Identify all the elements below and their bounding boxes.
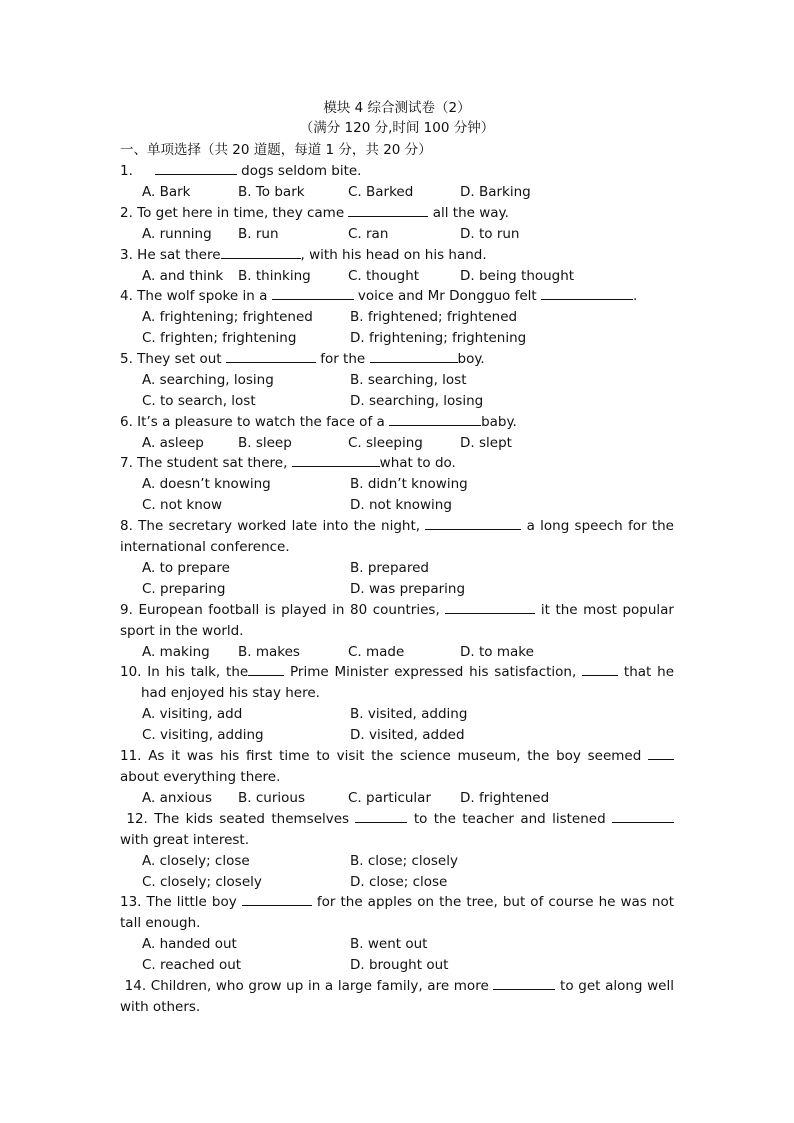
question-number: 11.: [120, 747, 142, 764]
question-stem: [120, 746, 674, 788]
question-number: 1.: [120, 163, 133, 179]
question-text: They set out: [132, 350, 226, 367]
answer-option[interactable]: B. visited, adding: [350, 706, 468, 723]
question-item: [120, 746, 674, 809]
question-number: 13.: [120, 894, 142, 911]
answer-option[interactable]: C. made: [348, 643, 405, 660]
question-text: all the way.: [428, 204, 509, 221]
options-row: [120, 495, 674, 516]
question-stem: [120, 412, 674, 433]
answer-blank: [648, 746, 674, 760]
question-stem: [120, 600, 674, 642]
question-number: 4.: [120, 288, 133, 305]
question-text: to the teacher and listened: [407, 810, 613, 827]
answer-option[interactable]: A. asleep: [142, 434, 204, 451]
answer-option[interactable]: B. searching, lost: [350, 371, 467, 388]
question-stem: [120, 892, 674, 934]
answer-option[interactable]: D. was preparing: [350, 580, 466, 597]
options-row: [120, 725, 674, 746]
question-item: [120, 662, 674, 746]
answer-option[interactable]: A. doesn’t knowing: [142, 476, 271, 493]
answer-option[interactable]: C. closely; closely: [142, 873, 262, 890]
question-text: baby.: [481, 413, 517, 430]
question-text: In his talk, the: [141, 664, 249, 681]
answer-blank: [221, 245, 301, 259]
answer-option[interactable]: C. reached out: [142, 957, 242, 974]
question-number: 5.: [120, 350, 133, 367]
question-item: [120, 809, 674, 893]
answer-option[interactable]: C. sleeping: [348, 434, 423, 451]
options-row: [120, 642, 674, 663]
question-item: [120, 516, 674, 600]
question-text: Children, who grow up in a large family, are more: [146, 977, 494, 994]
question-text: It’s a pleasure to watch the face of a: [132, 413, 390, 430]
answer-blank: [155, 161, 237, 175]
question-text: that he had enjoyed his stay here.: [141, 664, 674, 702]
answer-option[interactable]: C. ran: [348, 225, 389, 242]
question-number: 8.: [120, 517, 133, 534]
question-text: voice and Mr Dongguo felt: [353, 288, 541, 305]
options-row: [120, 474, 674, 495]
options-row: [120, 558, 674, 579]
answer-option[interactable]: C. Barked: [348, 184, 414, 200]
question-stem: [120, 161, 674, 182]
answer-option[interactable]: D. slept: [460, 434, 512, 451]
answer-blank: [582, 662, 618, 676]
exam-title: 模块 4 综合测试卷（2）: [323, 100, 471, 116]
answer-option[interactable]: B. To bark: [238, 184, 305, 200]
question-text: European football is played in 80 countries,: [132, 601, 446, 618]
answer-option[interactable]: A. anxious: [142, 789, 212, 806]
answer-option[interactable]: C. to search, lost: [142, 392, 256, 409]
answer-option[interactable]: C. thought: [348, 267, 420, 284]
answer-option[interactable]: B. didn’t knowing: [350, 476, 468, 493]
answer-option[interactable]: D. frightening; frightening: [350, 330, 527, 347]
question-text: The kids seated themselves: [147, 810, 356, 827]
question-item: [120, 892, 674, 976]
options-row: [120, 704, 674, 725]
exam-page: [120, 98, 674, 1018]
answer-option[interactable]: B. frightened; frightened: [350, 309, 518, 326]
answer-option[interactable]: C. visiting, adding: [142, 727, 264, 744]
answer-blank: [370, 349, 458, 363]
options-row: [120, 224, 674, 245]
answer-option[interactable]: C. not know: [142, 497, 223, 514]
question-text: The little boy: [141, 894, 242, 911]
answer-blank: [248, 662, 284, 676]
question-text: for the: [315, 350, 370, 367]
answer-blank: [242, 892, 312, 906]
question-stem: [120, 203, 674, 224]
question-text: Prime Minister expressed his satisfaction,: [284, 664, 583, 681]
options-row: [120, 851, 674, 872]
question-stem: [120, 245, 674, 266]
answer-option[interactable]: A. and think: [142, 267, 224, 284]
question-item: [120, 161, 674, 203]
options-row: [120, 182, 674, 203]
question-number: 10.: [120, 664, 142, 681]
answer-blank: [355, 809, 407, 823]
answer-option[interactable]: D. frightened: [460, 789, 550, 806]
question-stem: [120, 516, 674, 558]
question-number: 2.: [120, 204, 133, 221]
answer-option[interactable]: A. visiting, add: [142, 706, 243, 723]
answer-blank: [348, 203, 428, 217]
answer-option[interactable]: D. to make: [460, 643, 534, 660]
answer-option[interactable]: A. closely; close: [142, 852, 250, 869]
question-number: 6.: [120, 413, 133, 430]
answer-blank: [226, 349, 316, 363]
answer-blank: [612, 809, 674, 823]
question-text: about everything there.: [120, 768, 281, 785]
section-heading: 一、单项选择（共 20 道题，每道 1 分，共 20 分）: [120, 142, 432, 158]
question-stem: [120, 662, 674, 704]
question-list: [120, 161, 674, 1018]
question-stem: [120, 349, 674, 370]
answer-option[interactable]: C. preparing: [142, 580, 226, 597]
question-text: what to do.: [379, 455, 456, 472]
question-stem: [120, 809, 674, 851]
question-stem: [120, 286, 674, 307]
question-number: 14.: [120, 977, 147, 994]
answer-option[interactable]: D. close; close: [350, 873, 448, 890]
answer-option[interactable]: A. searching, losing: [142, 371, 274, 388]
question-text: The secretary worked late into the night,: [132, 517, 426, 534]
answer-option[interactable]: B. close; closely: [350, 852, 458, 869]
options-row: [120, 934, 674, 955]
answer-option[interactable]: A. running: [142, 225, 212, 242]
question-text: dogs seldom bite.: [236, 163, 362, 179]
answer-blank: [272, 286, 354, 300]
answer-option[interactable]: B. prepared: [350, 559, 429, 576]
options-row: [120, 788, 674, 809]
question-item: [120, 203, 674, 245]
answer-option[interactable]: B. makes: [238, 643, 300, 660]
question-item: [120, 412, 674, 454]
options-row: [120, 307, 674, 328]
question-text: it the most popular sport in the world.: [120, 601, 674, 639]
options-row: [120, 579, 674, 600]
question-item: [120, 453, 674, 516]
answer-option[interactable]: D. brought out: [350, 957, 449, 974]
answer-option[interactable]: B. run: [238, 225, 279, 242]
question-text: .: [632, 288, 638, 305]
question-text: for the apples on the tree, but of course he was not tall enough.: [120, 894, 674, 932]
question-item: [120, 976, 674, 1018]
answer-option[interactable]: A. frightening; frightened: [142, 309, 313, 326]
question-text: The student sat there,: [132, 455, 292, 472]
answer-option[interactable]: D. not knowing: [350, 497, 452, 514]
question-item: [120, 349, 674, 412]
answer-option[interactable]: C. frighten; frightening: [142, 330, 297, 347]
answer-blank: [541, 286, 633, 300]
options-row: [120, 872, 674, 893]
answer-blank: [445, 600, 535, 614]
question-text: The wolf spoke in a: [132, 288, 272, 305]
question-item: [120, 600, 674, 663]
question-stem: [120, 976, 674, 1018]
exam-subtitle: （满分 120 分,时间 100 分钟）: [299, 120, 495, 136]
answer-option[interactable]: D. searching, losing: [350, 392, 484, 409]
question-text: with great interest.: [120, 831, 250, 848]
question-text: He sat there: [132, 246, 221, 263]
answer-blank: [493, 976, 555, 990]
question-text: a long speech for the international conference.: [120, 517, 674, 555]
question-text: To get here in time, they came: [132, 204, 349, 221]
answer-option[interactable]: B. curious: [238, 789, 305, 806]
question-item: [120, 245, 674, 287]
question-stem: [120, 453, 674, 474]
answer-blank: [425, 516, 521, 530]
answer-option[interactable]: C. particular: [348, 789, 431, 806]
question-number: 7.: [120, 455, 133, 472]
answer-option[interactable]: A. handed out: [142, 936, 237, 953]
question-text: to get along well with others.: [120, 977, 674, 1015]
question-number: 12.: [120, 810, 148, 827]
question-item: [120, 286, 674, 349]
answer-option[interactable]: D. visited, added: [350, 727, 465, 744]
options-row: [120, 433, 674, 454]
answer-option[interactable]: D. being thought: [460, 267, 575, 284]
options-row: [120, 391, 674, 412]
answer-option[interactable]: B. went out: [350, 936, 428, 953]
answer-option[interactable]: A. to prepare: [142, 559, 230, 576]
answer-option[interactable]: D. to run: [460, 225, 520, 242]
question-text: , with his head on his hand.: [300, 246, 487, 263]
answer-blank: [389, 412, 481, 426]
answer-blank: [292, 453, 380, 467]
answer-option[interactable]: A. making: [142, 643, 210, 660]
answer-option[interactable]: B. thinking: [238, 267, 311, 284]
question-number: 3.: [120, 246, 133, 263]
question-text: boy.: [457, 350, 485, 367]
options-row: [120, 955, 674, 976]
answer-option[interactable]: D. Barking: [460, 184, 531, 200]
options-row: [120, 370, 674, 391]
options-row: [120, 266, 674, 287]
answer-option[interactable]: A. Bark: [142, 184, 191, 200]
question-text: As it was his first time to visit the science museum, the boy seemed: [141, 747, 648, 764]
options-row: [120, 328, 674, 349]
answer-option[interactable]: B. sleep: [238, 434, 292, 451]
question-number: 9.: [120, 601, 133, 618]
